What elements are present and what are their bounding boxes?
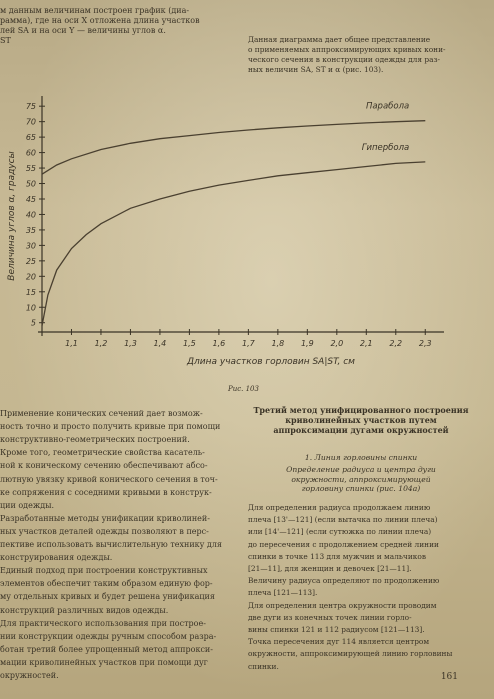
x-tick-label: 1,7	[242, 339, 255, 348]
x-tick-label: 2,0	[330, 339, 344, 348]
text-line: Единый подход при построении конструктивных	[0, 566, 208, 576]
y-axis-label: Величина углов α, градусы	[7, 151, 17, 281]
figure-caption: Рис. 103	[228, 385, 259, 393]
text-line: му отдельных кривых и будет решена унификация	[0, 592, 215, 602]
x-tick-label: 1,2	[94, 339, 108, 348]
text-line: нии конструкции одежды ручным способом разра-	[0, 631, 217, 641]
text-line: м данным величинам построен график (диа-	[0, 6, 190, 15]
y-tick-label: 55	[25, 164, 36, 174]
text-line: Для практического использования при построе-	[0, 618, 206, 628]
text-line: элементов обеспечит таким образом единую фор-	[0, 579, 213, 589]
text-line: ность точно и просто получить кривые при помощи	[0, 422, 221, 432]
text-line: плеча [121—113].	[248, 588, 318, 598]
text-line: Величину радиуса определяют по продолжению	[248, 576, 440, 586]
section-heading-line: аппроксимации дугами окружностей	[273, 425, 449, 435]
text-line: Точка пересечения дуг 114 является центром	[248, 637, 430, 647]
text-line: ке сопряжения с соседними кривыми в конструк-	[0, 487, 212, 497]
text-line: плеча [13'—121] (если вытачка по линии плеча)	[248, 515, 438, 525]
x-tick-label: 1,3	[124, 339, 137, 348]
text-line: до пересечения с продолжением средней линии	[248, 539, 439, 549]
text-line: мации криволинейных участков при помощи дуг	[0, 657, 208, 667]
y-tick-label: 60	[25, 148, 36, 158]
series-label: Парабола	[365, 101, 410, 112]
text-line: Кроме того, геометрические свойства касатель-	[0, 448, 205, 458]
y-tick-label: 35	[25, 225, 36, 235]
x-tick-label: 1,5	[183, 339, 196, 348]
text-line: о применяемых аппроксимирующих кривых кони-	[248, 45, 446, 54]
figure-103-chart	[0, 92, 480, 392]
subsection-subtitle-line: окружности, аппроксимирующей	[291, 474, 431, 484]
text-line: две дуги из конечных точек линии горло-	[248, 612, 412, 622]
x-tick-label: 1,1	[65, 339, 78, 348]
y-tick-label: 30	[25, 241, 36, 251]
x-tick-label: 1,8	[271, 339, 285, 348]
text-line: лей SA и на оси Y — величины углов α.	[0, 26, 166, 35]
text-line: Для определения центра окружности проводим	[248, 600, 437, 610]
text-line: рамма), где на оси X отложена длина участков	[0, 16, 200, 25]
text-line: конструирования одежды.	[0, 553, 113, 563]
subsection-subtitle-line: Определение радиуса и центра дуги	[286, 465, 436, 474]
x-tick-label: 2,2	[389, 339, 403, 348]
x-tick-label: 1,6	[212, 339, 226, 348]
text-line: конструкций различных видов одежды.	[0, 605, 169, 615]
x-tick-label: 1,4	[153, 339, 167, 348]
text-line: окружностей.	[0, 671, 59, 680]
text-line: ботан третий более упрощенный метод аппрокси-	[0, 644, 213, 654]
y-tick-label: 20	[25, 272, 36, 282]
x-tick-label: 1,9	[300, 339, 314, 348]
text-line: Для определения радиуса продолжаем линию	[248, 503, 431, 512]
text-line: или [14'—121] (если сутюжка по линии плеча)	[248, 527, 432, 537]
y-tick-label: 70	[25, 117, 36, 127]
y-tick-label: 5	[30, 318, 36, 328]
text-line: Разработанные методы унификации криволиней-	[0, 513, 210, 523]
text-line: ных участков деталей одежды позволяют в перс-	[0, 526, 209, 536]
series-line-hyperbola	[42, 162, 425, 326]
y-tick-label: 65	[25, 133, 36, 143]
section-heading-line: криволинейных участков путем	[285, 415, 437, 425]
y-tick-label: 50	[25, 179, 36, 189]
text-line: ческого сечения в конструкции одежды для раз-	[248, 55, 441, 64]
text-line: ции одежды.	[0, 500, 55, 510]
page-number: 161	[440, 672, 458, 682]
text-line: Применение конических сечений дает возмож-	[0, 409, 203, 418]
y-tick-label: 10	[25, 303, 36, 313]
y-tick-label: 40	[25, 210, 36, 220]
x-axis-label: Длина участков горловин SA|ST, см	[187, 357, 355, 367]
subsection-subtitle-line: горловину спинки (рис. 104а)	[301, 484, 421, 493]
text-line: конструктивно-геометрических построений.	[0, 435, 190, 445]
text-line: вины спинки 121 и 112 радиусом [121—113].	[248, 625, 425, 634]
text-line: ной к коническому сечению обеспечивают абсо-	[0, 461, 208, 471]
subsection-title: 1. Линия горловины спинки	[304, 453, 418, 462]
x-tick-label: 2,3	[418, 339, 432, 348]
y-tick-label: 75	[25, 102, 36, 112]
y-tick-label: 45	[25, 194, 36, 204]
text-line: ST	[0, 36, 11, 45]
text-line: лютную увязку кривой конического сечения в точ-	[0, 474, 218, 484]
text-line: Данная диаграмма дает общее представление	[248, 35, 431, 44]
x-tick-label: 2,1	[359, 339, 373, 348]
text-line: пективе использовать вычислительную технику для	[0, 540, 222, 549]
y-tick-label: 15	[25, 287, 36, 297]
series-label: Гипербола	[361, 142, 410, 153]
text-line: окружности, аппроксимирующей линию горловины	[248, 649, 453, 659]
section-heading-line: Третий метод унифицированного построения	[253, 405, 469, 415]
text-line: спинки.	[248, 661, 279, 671]
text-line: спинки в точке 113 для мужчин и мальчиков	[248, 551, 426, 561]
text-line: ных величин SA, ST и α (рис. 103).	[248, 65, 384, 74]
text-line: [21—11], для женщин и девочек [21—11].	[248, 564, 412, 573]
y-tick-label: 25	[25, 256, 36, 266]
